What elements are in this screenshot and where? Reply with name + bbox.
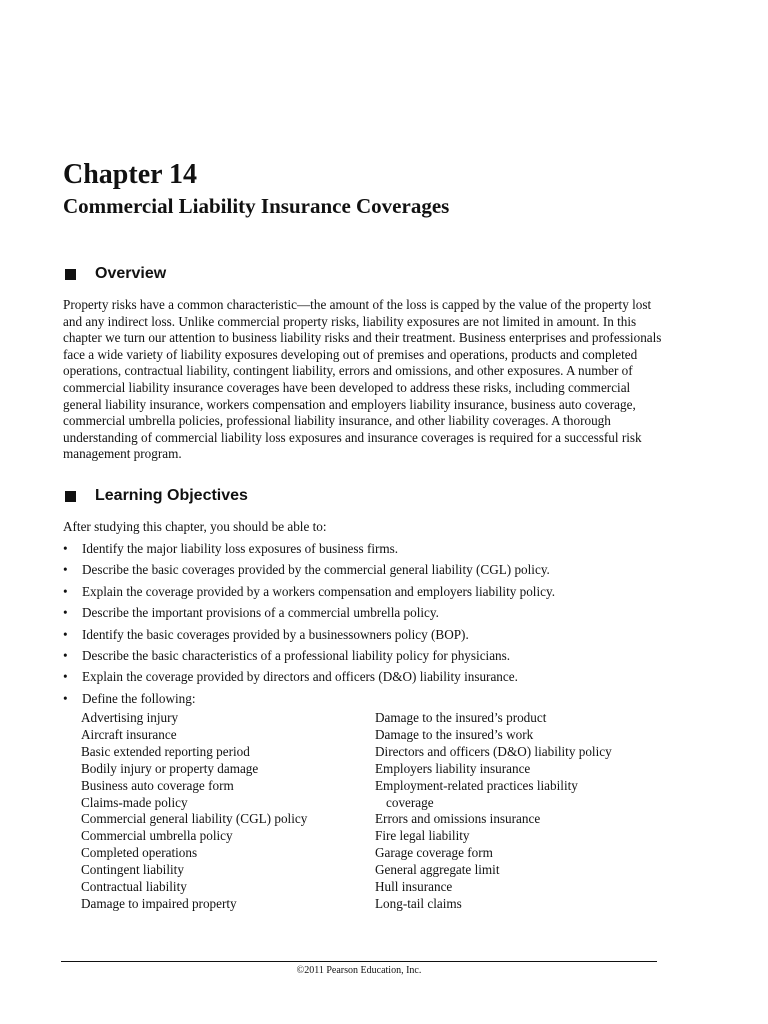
term-item: Damage to impaired property bbox=[81, 895, 237, 911]
objective-item: • Describe the important provisions of a commercial umbrella policy. bbox=[63, 604, 683, 625]
term-item: Claims-made policy bbox=[81, 794, 188, 810]
term-item: Fire legal liability bbox=[375, 828, 470, 844]
term-item: Damage to the insured’s product bbox=[375, 710, 547, 725]
term-item: Bodily injury or property damage bbox=[81, 760, 259, 776]
term-item: Hull insurance bbox=[375, 879, 453, 895]
square-bullet-icon bbox=[65, 269, 76, 280]
terms-list-left bbox=[81, 710, 371, 913]
terms-list-right bbox=[375, 710, 675, 913]
square-bullet-icon bbox=[65, 491, 76, 502]
term-item: Business auto coverage form bbox=[81, 777, 234, 793]
term-item: Commercial umbrella policy bbox=[81, 828, 233, 844]
term-item: Employers liability insurance bbox=[375, 760, 531, 776]
overview-paragraph: Property risks have a common characteristic—the amount of the loss is capped by the value of the property lost and any indirect loss. Unlike commercial property risks, liability exposures are not limited in amount. In this chapter we turn our attention to business liability risks and their treatment. Business enterprises and professionals face a wide variety of liability exposures developing out of premises and operations, products and completed operations, contractual liability, contingent liability, errors and omissions, and other exposures. A number of commercial liability insurance coverages have been developed to address these risks, including commercial general liability insurance, workers compensation and employers liability insurance, business auto coverage, commercial umbrella policies, professional liability insurance, and other liability coverages. A thorough understanding of commercial liability loss exposures and insurance coverages is required for a successful risk management program. bbox=[63, 297, 662, 462]
objective-item: • Identify the major liability loss exposures of business firms. bbox=[63, 540, 683, 561]
term-item: Damage to the insured’s work bbox=[375, 726, 534, 742]
term-item: Commercial general liability (CGL) policy bbox=[81, 811, 308, 827]
footer-copyright: ©2011 Pearson Education, Inc. bbox=[296, 965, 422, 976]
term-item: Long-tail claims bbox=[375, 895, 462, 911]
term-item: Employment-related practices liability bbox=[375, 777, 578, 793]
objective-item: • Describe the basic characteristics of a professional liability policy for physicians. bbox=[63, 647, 683, 668]
overview-heading bbox=[63, 264, 166, 284]
chapter-title: Chapter 14 bbox=[63, 159, 198, 190]
term-item: Directors and officers (D&O) liability policy bbox=[375, 743, 612, 759]
objectives-list bbox=[63, 540, 683, 711]
term-item: Contractual liability bbox=[81, 879, 187, 895]
term-item: Contingent liability bbox=[81, 862, 184, 878]
learning-objectives-heading bbox=[63, 486, 248, 506]
objective-item: • Explain the coverage provided by directors and officers (D&O) liability insurance. bbox=[63, 668, 683, 689]
objectives-intro: After studying this chapter, you should be able to: bbox=[63, 519, 327, 534]
term-item: Basic extended reporting period bbox=[81, 743, 250, 759]
term-item: Completed operations bbox=[81, 845, 198, 861]
objective-item: • Define the following: bbox=[63, 690, 683, 711]
objective-item: • Describe the basic coverages provided by the commercial general liability (CGL) policy. bbox=[63, 561, 683, 582]
footer-divider bbox=[61, 961, 657, 962]
overview-heading-text: Overview bbox=[95, 265, 167, 282]
learning-objectives-heading-text: Learning Objectives bbox=[95, 487, 248, 504]
objective-item: • Identify the basic coverages provided by a businessowners policy (BOP). bbox=[63, 626, 683, 647]
chapter-subtitle: Commercial Liability Insurance Coverages bbox=[63, 194, 450, 218]
term-item: Advertising injury bbox=[81, 710, 179, 725]
term-item: General aggregate limit bbox=[375, 862, 500, 878]
objective-item: • Explain the coverage provided by a workers compensation and employers liability policy. bbox=[63, 583, 683, 604]
term-item: Garage coverage form bbox=[375, 845, 493, 861]
term-item: Errors and omissions insurance bbox=[375, 811, 541, 827]
term-item: Aircraft insurance bbox=[81, 726, 177, 742]
term-item-continuation: coverage bbox=[386, 794, 434, 810]
